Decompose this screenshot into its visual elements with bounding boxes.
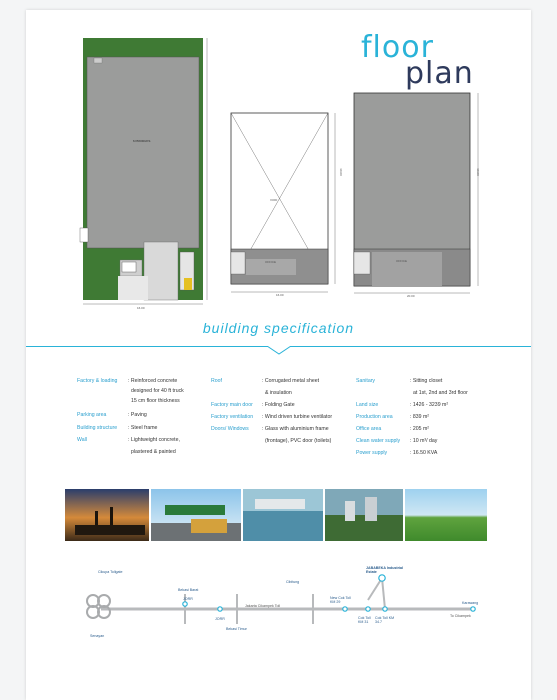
plan2-office-label: OFFICE [265,260,276,264]
floor-plans [60,30,480,315]
map-label-bekasi-timur: Bekasi Timur [226,627,247,631]
plan-ground-floor [231,113,335,292]
spec-label: Power supply [356,450,388,456]
new-toll-marker-icon [343,607,347,611]
map-label-jorr: JORR [183,597,193,601]
spec-value: : 205 m² [410,426,430,432]
spec-value: 15 cm floor thickness [131,398,180,404]
spec-label: Production area [356,414,393,420]
spec-label: Clean water supply [356,438,401,444]
spec-label: Wall [77,437,87,443]
spec-value: (frontage), PVC door (toilets) [265,438,332,444]
photo-aerial-estate [325,489,403,541]
map-label-senayan: Senayan [90,634,105,638]
plan3-height-dim: 30.00 [475,168,480,176]
spec-value: plastered & painted [131,449,176,455]
karawang-marker-icon [471,607,475,611]
spec-value: : Folding Gate [262,402,295,408]
plan2-height-dim: 30.00 [338,168,343,176]
jorr-marker-icon [218,607,222,611]
jababeka-marker-icon [379,575,385,581]
cok2-marker-icon [383,607,387,611]
plan1-width-dim: 16.00 [137,306,145,310]
plan2-width-dim: 16.00 [276,293,284,297]
spec-value: : 1426 - 3239 m² [410,402,449,408]
plan3-office-label: OFFICE [396,259,407,263]
map-label-cok1: Cok Toll KM 31 [358,616,371,624]
spec-value: : Wind driven turbine ventilator [262,414,333,420]
spec-value: : Lightweight concrete, [128,437,180,443]
photo-toll-road [151,489,241,541]
site-plan [80,38,207,304]
plan1-area-label: 6 PRODUKS [133,139,151,143]
spec-value: : 16.50 KVA [410,450,438,456]
spec-value: : Reinforced concrete [128,378,178,384]
spec-label: Land size [356,402,379,408]
map-label-toll-road: Jakarta Cikampek Toll [245,604,281,608]
spec-value: : Glass with aluminium frame [262,426,329,432]
map-label-cikupa: Cikupa Tollgate [98,570,123,574]
spec-value: designed for 40 ft truck [131,388,184,394]
spec-value: : Sitting closet [410,378,443,384]
map-label-bekasi-barat: Bekasi Barat [178,588,199,592]
plan-upper-floor [354,93,478,293]
spec-label: Factory & loading [77,378,118,384]
spec-label: Roof [211,378,222,384]
spec-label: Parking area [77,412,107,418]
spec-value: : 839 m² [410,414,430,420]
spec-value: & insulation [265,390,292,396]
spec-label: Building structure [77,425,118,431]
spec-value: : 10 m³/ day [410,438,438,444]
spec-label: Doors/ Windows [211,426,249,432]
title-plan: plan [405,56,474,91]
map-label-cok2: Cok Toll KM 34.7 [375,616,395,624]
plan3-width-dim: 20.00 [407,294,415,298]
spec-value: : Steel frame [128,425,158,431]
map-label-to-cikampek: To Cikampek [450,614,471,618]
photo-industrial-sunset [65,489,149,541]
spec-title: building specification [202,320,355,336]
cok1-marker-icon [366,607,370,611]
divider-chevron-icon [266,346,292,356]
photo-strip [65,489,487,541]
spec-label: Factory main door [211,402,253,408]
spec-value: : Paving [128,412,147,418]
title-floor: floor [361,30,434,65]
location-map [75,560,495,640]
map-label-jorr-2: JORR [215,617,225,621]
map-label-cibitung: Cibitung [286,580,300,584]
cikupa-marker-icon [183,602,187,606]
photo-golf-field [405,489,487,541]
map-label-karawang: Karawang [462,601,479,605]
plan2-area-label: VOID [270,198,278,202]
map-label-new-toll: New Cok Toll KM 29 [330,596,351,604]
map-label-jababeka: JABABEKA Industrial Estate [366,566,404,574]
photo-port-area [243,489,323,541]
spec-value: : Corrugated metal sheet [262,378,320,384]
spec-value: at 1st, 2nd and 3rd floor [413,390,468,396]
spec-label: Office area [356,426,382,432]
spec-label: Sanitary [356,378,376,384]
spec-label: Factory ventilation [211,414,254,420]
jakarta-ring-icon [87,595,110,618]
